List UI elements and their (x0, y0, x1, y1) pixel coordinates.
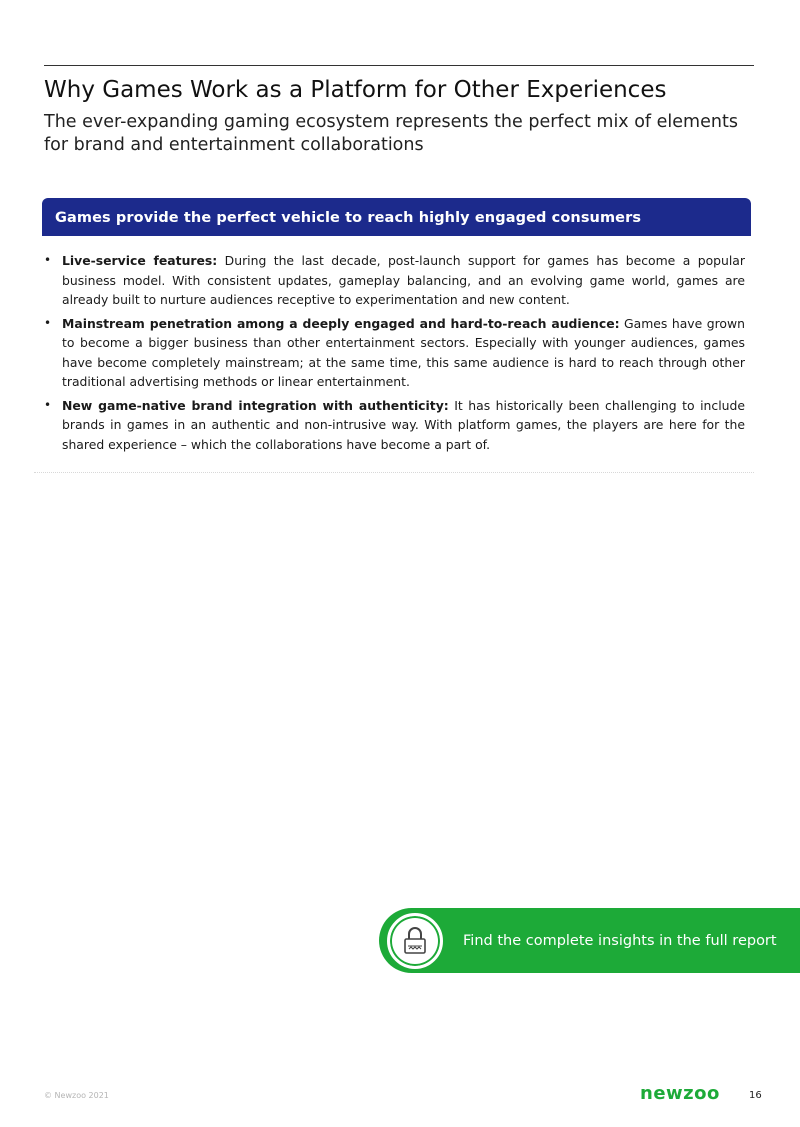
full-report-button[interactable] (379, 908, 800, 973)
bullet-list (44, 251, 745, 458)
page-subtitle: The ever-expanding gaming ecosystem represents the perfect mix of elements for brand and entertainment collaborations (44, 112, 738, 155)
page-number: 16 (749, 1090, 762, 1101)
full-report-label: Find the complete insights in the full report (463, 932, 777, 949)
bullet-lead: Mainstream penetration among a deeply engaged and hard-to-reach audience: (62, 315, 620, 331)
bullet-text: Games have grown to become a bigger business than other entertainment sectors. Especially with younger audiences, games have become completely mainstream; at the same time, this same audience is hard to reach through other traditional advertising methods or linear entertainment. (62, 315, 745, 389)
list-item (44, 251, 745, 310)
list-item (44, 396, 745, 455)
bullet-text: During the last decade, post-launch support for games has become a popular business model. With consistent updates, gameplay balancing, and an evolving game world, games are already built to nurture audiences receptive to experimentation and new content. (62, 253, 745, 307)
lock-icon-badge (387, 913, 443, 969)
newzoo-logo: newzoo (640, 1083, 720, 1104)
dotted-divider (34, 472, 754, 473)
bullet-lead: New game-native brand integration with authenticity: (62, 397, 449, 413)
bullet-lead: Live-service features: (62, 253, 218, 268)
top-divider (44, 65, 754, 66)
lock-icon (398, 924, 432, 958)
list-item (44, 314, 745, 392)
section-banner: Games provide the perfect vehicle to reach highly engaged consumers (42, 198, 751, 236)
page-title: Why Games Work as a Platform for Other Experiences (44, 77, 667, 103)
bullet-text: It has historically been challenging to include brands in games in an authentic and non-intrusive way. With platform games, the players are here for the shared experience – which the collaborations have become a part of. (62, 397, 745, 452)
copyright: © Newzoo 2021 (44, 1091, 109, 1100)
